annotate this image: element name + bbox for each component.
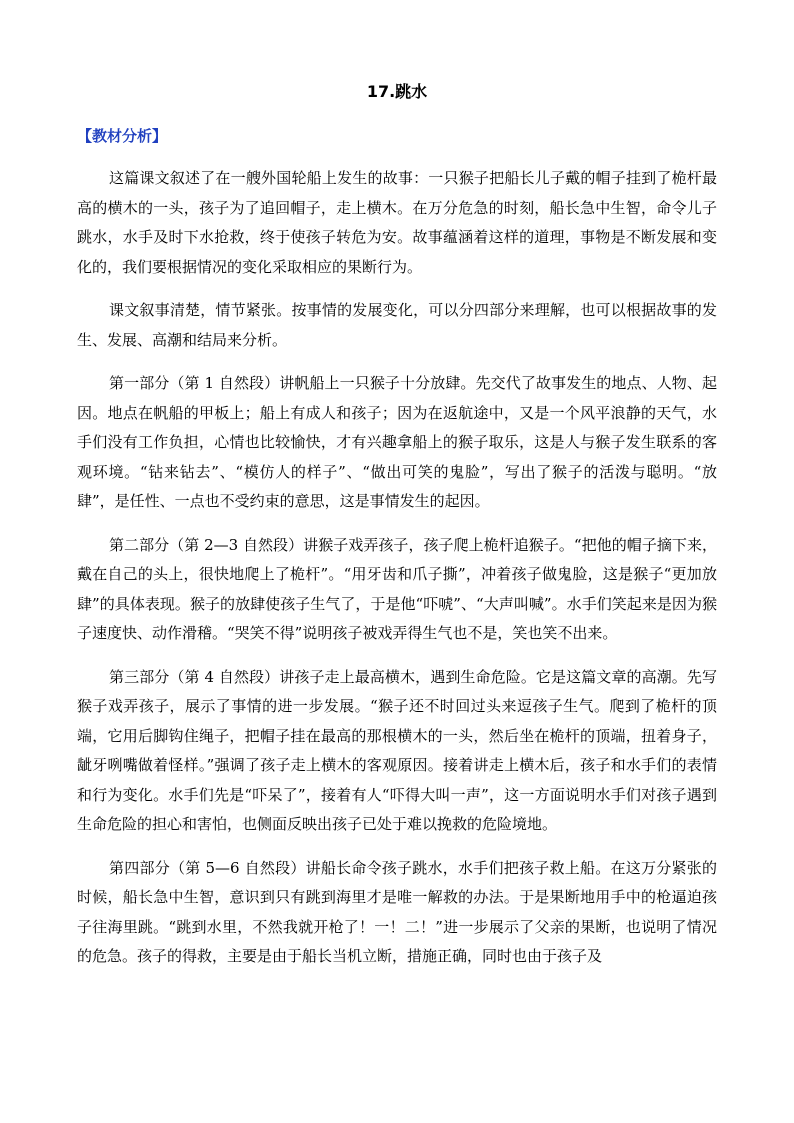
document-body (77, 164, 717, 986)
paragraph-5: 第三部分（第 4 自然段）讲孩子走上最高横木，遇到生命危险。它是这篇文章的高潮。先写猴子戏弄孩子，展示了事情的进一步发展。“猴子还不时回过头来逗孩子生气。爬到了桅杆的顶端，它用后脚钩住绳子，把帽子挂在最高的那根横木的一头，然后坐在桅杆的顶端，扭着身子，龇牙咧嘴做着怪样。”强调了孩子走上横木的客观原因。接着讲走上横木后，孩子和水手们的表情和行为变化。水手们先是“吓呆了”，接着有人“吓得大叫一声”，这一方面说明水手们对孩子遇到生命危险的担心和害怕，也侧面反映出孩子已处于难以挽救的危险境地。 (77, 667, 717, 833)
page-title: 17.跳水 (366, 82, 428, 101)
paragraph-6: 第四部分（第 5—6 自然段）讲船长命令孩子跳水，水手们把孩子救上船。在这万分紧张的时候，船长急中生智，意识到只有跳到海里才是唯一解救的办法。于是果断地用手中的枪逼迫孩子往海里跳。“跳到水里，不然我就开枪了！一！二！”进一步展示了父亲的果断，也说明了情况的危急。孩子的得救，主要是由于船长当机立断，措施正确，同时也由于孩子及 (77, 858, 717, 965)
paragraph-4: 第二部分（第 2—3 自然段）讲猴子戏弄孩子，孩子爬上桅杆追猴子。“把他的帽子摘下来，戴在自己的头上，很快地爬上了桅杆”。“用牙齿和爪子撕”，冲着孩子做鬼脸，这是猴子“更加放肆”的具体表现。猴子的放肆使孩子生气了，于是他“吓唬”、“大声叫喊”。水手们笑起来是因为猴子速度快、动作滑稽。“哭笑不得”说明孩子被戏弄得生气也不是，笑也笑不出来。 (77, 535, 717, 642)
paragraph-2: 课文叙事清楚，情节紧张。按事情的发展变化，可以分四部分来理解，也可以根据故事的发生、发展、高潮和结局来分析。 (77, 301, 717, 349)
paragraph-1: 这篇课文叙述了在一艘外国轮船上发生的故事：一只猴子把船长儿子戴的帽子挂到了桅杆最高的横木的一头，孩子为了追回帽子，走上横木。在万分危急的时刻，船长急中生智，命令儿子跳水，水手及时下水抢救，终于使孩子转危为安。故事蕴涵着这样的道理，事物是不断发展和变化的，我们要根据情况的变化采取相应的果断行为。 (77, 169, 717, 276)
section-heading: 【教材分析】 (77, 127, 168, 145)
paragraph-3: 第一部分（第 1 自然段）讲帆船上一只猴子十分放肆。先交代了故事发生的地点、人物、起因。地点在帆船的甲板上；船上有成人和孩子；因为在返航途中，又是一个风平浪静的天气，水手们没有工作负担，心情也比较愉快，才有兴趣拿船上的猴子取乐，这是人与猴子发生联系的客观环境。“钻来钻去”、“模仿人的样子”、“做出可笑的鬼脸”，写出了猴子的活泼与聪明。“放肆”，是任性、一点也不受约束的意思，这是事情发生的起因。 (77, 374, 717, 510)
